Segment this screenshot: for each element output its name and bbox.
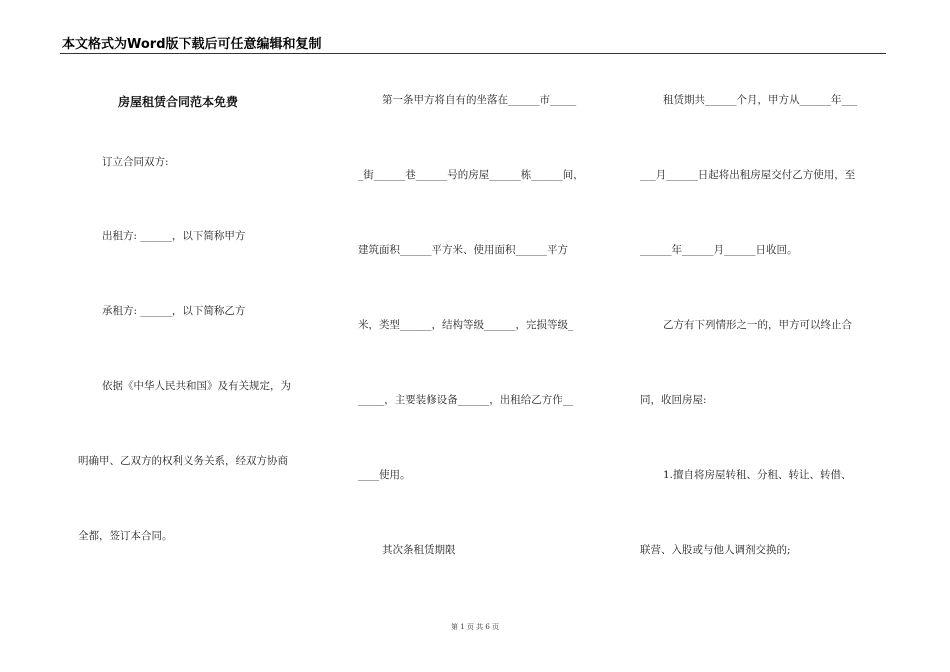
col1-line-6: 全都，签订本合同。 xyxy=(78,530,173,542)
document-title: 房屋租赁合同范本免费 xyxy=(118,95,239,109)
col3-line-7: 联营、入股或与他人调剂交换的; xyxy=(640,544,791,556)
col3-line-6: 1.擅自将房屋转租、分租、转让、转借、 xyxy=(663,469,852,481)
col2-line-5: _____，主要装修设备______，出租给乙方作__ xyxy=(358,394,574,406)
col2-line-3: 建筑面积______平方米、使用面积______平方 xyxy=(358,244,568,256)
col3-line-4: 乙方有下列情形之一的，甲方可以终止合 xyxy=(663,319,852,331)
col1-line-3: 承租方: ______，以下简称乙方 xyxy=(102,305,246,317)
col2-line-1: 第一条甲方将自有的坐落在______市_____ xyxy=(382,94,577,106)
header-divider xyxy=(60,53,886,54)
col2-line-4: 米，类型______，结构等级______，完损等级_ xyxy=(358,319,574,331)
col2-line-2: _街______巷______号的房屋______栋______间， xyxy=(358,169,584,181)
col1-line-1: 订立合同双方: xyxy=(102,156,169,168)
col1-line-4: 依据《中华人民共和国》及有关规定，为 xyxy=(102,380,291,392)
col1-line-2: 出租方: ______，以下简称甲方 xyxy=(102,230,246,242)
col3-line-5: 同，收回房屋: xyxy=(640,394,707,406)
col3-line-2: ___月______日起将出租房屋交付乙方使用，至 xyxy=(640,169,856,181)
header-title: 本文格式为Word版下载后可任意编辑和复制 xyxy=(62,37,322,52)
col3-line-1: 租赁期共______个月，甲方从______年___ xyxy=(663,94,858,106)
col2-line-6: ____使用。 xyxy=(358,469,411,481)
col3-line-3: ______年______月______日收回。 xyxy=(640,244,798,256)
col2-line-7: 其次条租赁期限 xyxy=(382,544,456,556)
col1-line-5: 明确甲、乙双方的权利义务关系，经双方协商 xyxy=(78,455,288,467)
page-indicator: 第 1 页 共 6 页 xyxy=(450,623,500,631)
